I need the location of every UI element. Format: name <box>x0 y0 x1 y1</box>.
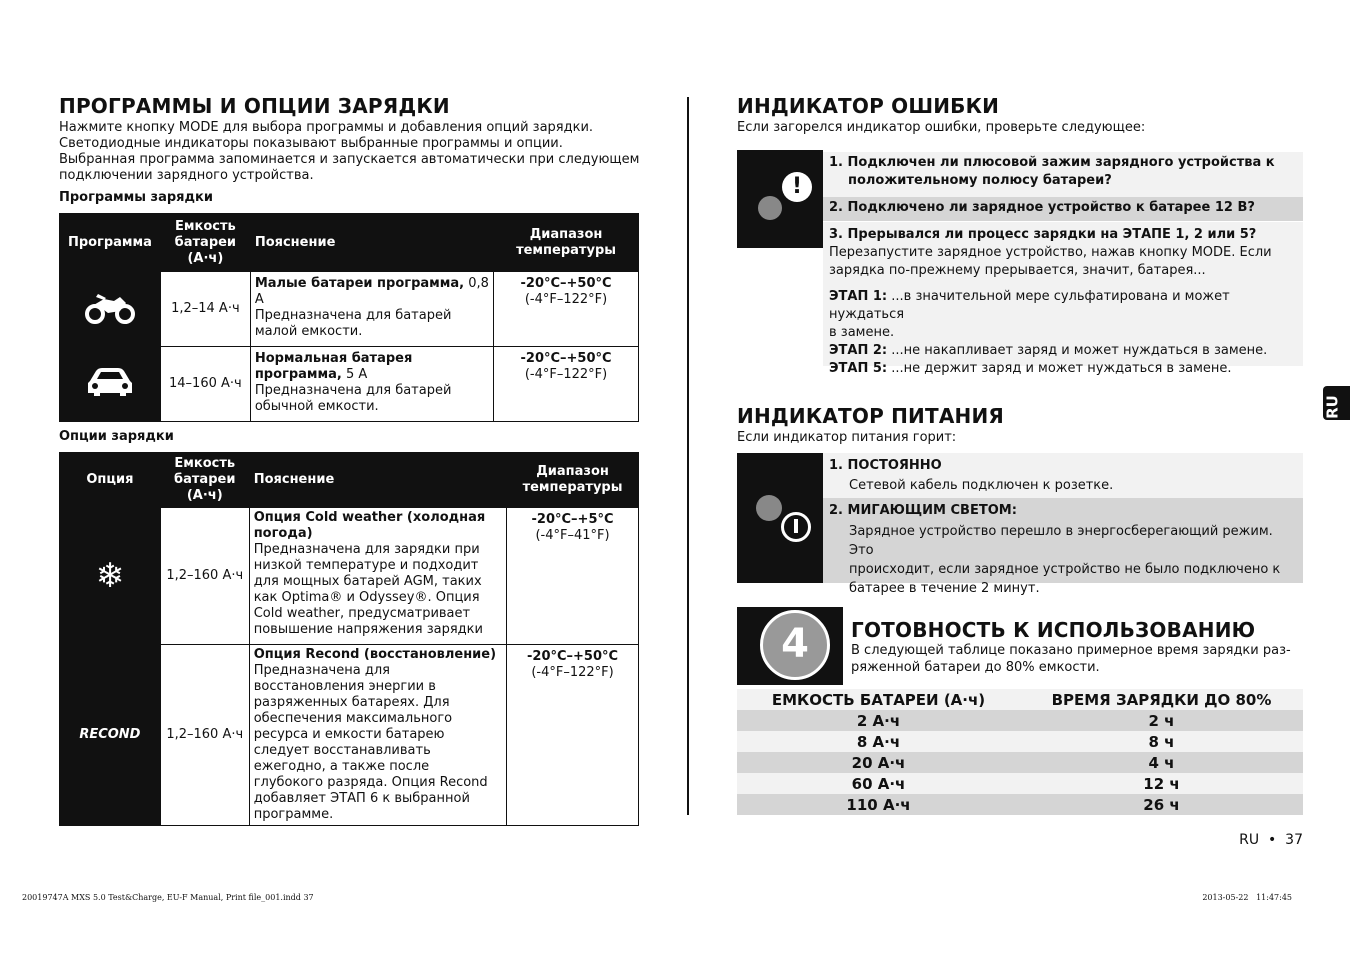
print-slug-right: 2013-05-22 11:47:45 <box>1202 893 1292 902</box>
error-item-2: 2. Подключено ли зарядное устройство к батарее 12 В? <box>823 197 1303 221</box>
col-header: Программа <box>60 214 161 272</box>
error-item-3: 3. Прерывался ли процесс зарядки на ЭТАПЕ 1, 2 или 5? Перезапустите зарядное устройство, нажав кнопку MODE. Если зарядка по-прежнему прерывается, значит, батарея... ЭТАП 1: ...в значительной мере сульфатирована и может нуждаться в замене. ЭТАП 2: ...не накапливает заряд и может нуждаться в замене. ЭТАП 5: ...не держит заряд и может нуждаться в замене. <box>823 222 1303 366</box>
col-header: ВРЕМЯ ЗАРЯДКИ ДО 80% <box>1051 690 1272 709</box>
table-row <box>60 508 639 645</box>
error-title: ИНДИКАТОР ОШИБКИ <box>737 94 1000 118</box>
table-row <box>60 272 639 347</box>
language-tab: RU <box>1323 386 1350 420</box>
ready-title: ГОТОВНОСТЬ К ИСПОЛЬЗОВАНИЮ <box>851 618 1256 642</box>
capacity-cell: 1,2–160 А·ч <box>160 645 249 826</box>
capacity-cell: 1,2–160 А·ч <box>160 508 249 645</box>
error-intro: Если загорелся индикатор ошибки, проверьте следующее: <box>737 120 1146 135</box>
step-block <box>737 607 843 685</box>
power-indicator-block <box>737 453 823 583</box>
options-subtitle: Опции зарядки <box>59 429 174 444</box>
capacity-cell: 1,2–14 А·ч <box>160 272 250 347</box>
table-row: 110 А·ч 26 ч <box>737 794 1303 815</box>
car-icon <box>60 347 161 422</box>
temp-cell: -20°C–+50°C (-4°F–122°F) <box>494 272 639 347</box>
ready-intro: В следующей таблице показано примерное время зарядки раз- ряженной батареи до 80% емкости. <box>851 643 1291 675</box>
col-header: Диапазон температуры <box>507 453 639 508</box>
explanation-cell: Малые батареи программа, 0,8 A Предназначена для батарей малой емкости. <box>250 272 493 347</box>
power-intro: Если индикатор питания горит: <box>737 430 957 445</box>
power-item-1: 1. ПОСТОЯННО Сетевой кабель подключен к розетке. <box>823 453 1303 498</box>
col-header: Емкость батареи (А·ч) <box>160 214 250 272</box>
explanation-cell: Нормальная батарея программа, 5 A Предназначена для батарей обычной емкости. <box>250 347 493 422</box>
power-title: ИНДИКАТОР ПИТАНИЯ <box>737 404 1004 428</box>
motorcycle-icon <box>60 272 161 347</box>
snowflake-icon: ❄ <box>60 508 161 645</box>
explanation-cell: Опция Cold weather (холодная погода) Предназначена для зарядки при низкой температуре и подходит для мощных батарей AGM, таких как Optima® и Odyssey®. Опция Cold weather, предусматривает повышение напряжения зарядки <box>249 508 506 645</box>
table-row: 60 А·ч 12 ч <box>737 773 1303 794</box>
col-header: Опция <box>60 453 161 508</box>
recond-label: RECOND <box>60 645 161 826</box>
table-row: 20 А·ч 4 ч <box>737 752 1303 773</box>
page-number: RU • 37 <box>1239 832 1303 848</box>
programs-subtitle: Программы зарядки <box>59 190 213 205</box>
programs-intro: Нажмите кнопку MODE для выбора программы и добавления опций зарядки. Светодиодные индикаторы показывают выбранные программы и опции. Выбранная программа запоминается и запускается автоматически при следующем подключении зарядного устройства. <box>59 120 640 183</box>
temp-cell: -20°C–+50°C (-4°F–122°F) <box>494 347 639 422</box>
power-icon <box>781 512 811 542</box>
programs-title: ПРОГРАММЫ И ОПЦИИ ЗАРЯДКИ <box>59 94 450 118</box>
temp-cell: -20°C–+5°C (-4°F–41°F) <box>507 508 639 645</box>
power-panel <box>737 453 1303 596</box>
print-slug-left: 20019747A MXS 5.0 Test&Charge, EU-F Manual, Print file_001.indd 37 <box>22 893 314 902</box>
explanation-cell: Опция Recond (восстановление) Предназначена для восстановления энергии в разряженных батареях. Для обеспечения максимального ресурса и емкости батарею следует восстанавливать ежегодно, а также после глубокого разряда. Опция Recond добавляет ЭТАП 6 к выбранной программе. <box>249 645 506 826</box>
column-divider <box>687 97 689 815</box>
programs-table <box>59 213 639 422</box>
charge-time-table <box>737 689 1303 815</box>
step-number-icon: 4 <box>760 610 830 680</box>
capacity-cell: 14–160 А·ч <box>160 347 250 422</box>
table-row: 8 А·ч 8 ч <box>737 731 1303 752</box>
table-row <box>60 645 639 826</box>
power-item-2: 2. МИГАЮЩИМ СВЕТОМ: Зарядное устройство перешло в энергосберегающий режим. Это происходит, если зарядное устройство не было подключено к батарее в течение 2 минут. <box>823 498 1303 583</box>
col-header: Диапазон температуры <box>494 214 639 272</box>
table-row: 2 А·ч 2 ч <box>737 710 1303 731</box>
error-indicator-block <box>737 150 823 248</box>
exclamation-icon: ! <box>782 172 812 202</box>
options-table <box>59 452 639 826</box>
error-panel <box>737 150 1303 376</box>
temp-cell: -20°C–+50°C (-4°F–122°F) <box>507 645 639 826</box>
col-header: Пояснение <box>250 214 493 272</box>
led-dot-icon <box>758 196 782 220</box>
col-header: Емкость батареи (А·ч) <box>160 453 249 508</box>
col-header: Пояснение <box>249 453 506 508</box>
col-header: ЕМКОСТЬ БАТАРЕИ (А·ч) <box>771 690 986 709</box>
led-dot-icon <box>756 495 782 521</box>
table-row <box>60 347 639 422</box>
error-item-1: 1. Подключен ли плюсовой зажим зарядного устройства к положительному полюсу батареи? <box>823 152 1303 197</box>
